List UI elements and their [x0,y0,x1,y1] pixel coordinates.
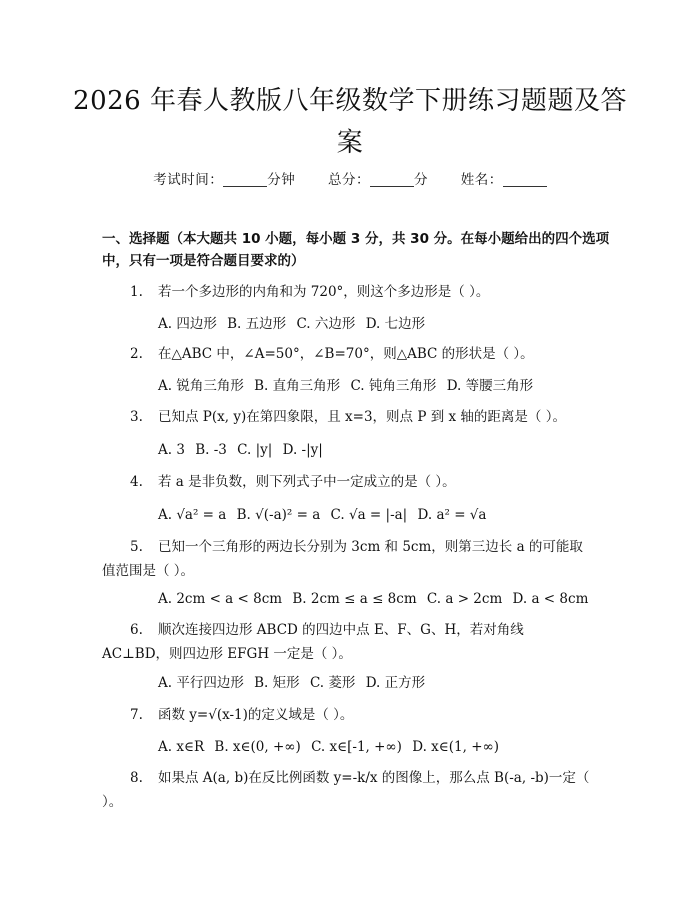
option-d[interactable]: D. x∈(1, +∞) [412,739,500,755]
exam-score [328,168,428,188]
option-d[interactable]: D. 等腰三角形 [446,378,534,394]
question-3 [102,405,590,429]
question-2 [102,342,590,366]
option-c[interactable]: C. 菱形 [309,675,356,691]
option-a[interactable]: A. 平行四边形 [158,675,244,691]
option-a[interactable]: A. √a² = a [158,507,227,523]
options-5 [158,589,628,609]
options-6 [158,673,628,693]
option-b[interactable]: B. 直角三角形 [254,378,341,394]
time-blank[interactable] [223,186,267,187]
name-label: 姓名： [460,172,503,188]
option-c[interactable]: C. a > 2cm [426,591,503,607]
section-title: 一、选择题（本大题共 10 小题，每小题 3 分，共 30 分。在每小题给出的四个选项中，只有一项是符合题目要求的） [102,231,610,269]
question-text: 如果点 A(a, b)在反比例函数 y=-k/x 的图像上，那么点 B(-a, -b)一定（ ）。 [102,770,590,810]
option-b[interactable]: B. 2cm ≤ a ≤ 8cm [292,591,417,607]
option-c[interactable]: C. 六边形 [296,316,356,332]
option-b[interactable]: B. √(-a)² = a [236,507,321,523]
exam-time [153,168,295,188]
question-number: 3. [130,409,143,425]
question-number: 1. [130,284,143,300]
question-text: 顺次连接四边形 ABCD 的四边中点 E、F、G、H，若对角线 AC⊥BD，则四边形 EFGH 一定是（ ）。 [102,622,524,662]
question-number: 8. [130,770,143,786]
question-text: 在△ABC 中，∠A=50°，∠B=70°，则△ABC 的形状是（ ）。 [158,346,534,362]
question-1 [102,280,590,304]
time-unit: 分钟 [267,172,296,188]
question-text: 若一个多边形的内角和为 720°，则这个多边形是（ ）。 [158,284,490,300]
option-d[interactable]: D. a² = √a [417,507,487,523]
question-5 [102,535,590,583]
option-a[interactable]: A. 3 [158,442,185,458]
option-a[interactable]: A. 锐角三角形 [158,378,244,394]
score-label: 总分： [328,172,370,188]
options-4 [158,505,628,525]
option-b[interactable]: B. x∈(0, +∞) [214,739,301,755]
page-title: 2026 年春人教版八年级数学下册练习题题及答案 [73,86,627,158]
question-8 [102,766,590,814]
options-3 [158,440,628,460]
question-number: 5. [130,539,143,555]
question-text: 函数 y=√(x-1)的定义域是（ ）。 [158,707,354,723]
option-a[interactable]: A. 2cm < a < 8cm [158,591,283,607]
score-unit: 分 [414,172,428,188]
time-label: 考试时间： [153,172,224,188]
option-c[interactable]: C. √a = |-a| [330,507,408,523]
question-number: 6. [130,622,143,638]
exam-name [461,168,547,188]
options-1 [158,314,628,334]
question-text: 若 a 是非负数，则下列式子中一定成立的是（ ）。 [158,474,456,490]
question-number: 4. [130,474,143,490]
question-6 [102,618,590,666]
options-7 [158,737,628,757]
option-d[interactable]: D. a < 8cm [512,591,589,607]
options-2 [158,376,628,396]
question-text: 已知点 P(x, y)在第四象限，且 x=3，则点 P 到 x 轴的距离是（ ）。 [158,409,566,425]
question-number: 2. [130,346,143,362]
option-a[interactable]: A. x∈R [158,739,205,755]
option-b[interactable]: B. 矩形 [254,675,300,691]
option-c[interactable]: C. x∈[-1, +∞) [311,739,402,755]
question-text: 已知一个三角形的两边长分别为 3cm 和 5cm，则第三边长 a 的可能取值范围是（ ）。 [102,539,583,579]
score-blank[interactable] [370,186,414,187]
option-b[interactable]: B. 五边形 [227,316,287,332]
option-d[interactable]: D. -|y| [282,442,323,458]
option-d[interactable]: D. 正方形 [365,675,426,691]
option-c[interactable]: C. 钝角三角形 [350,378,437,394]
question-number: 7. [130,707,143,723]
name-blank[interactable] [503,186,547,187]
option-a[interactable]: A. 四边形 [158,316,217,332]
option-c[interactable]: C. |y| [237,442,273,458]
question-4 [102,470,590,494]
option-b[interactable]: B. -3 [195,442,227,458]
exam-meta [0,168,700,188]
option-d[interactable]: D. 七边形 [365,316,426,332]
question-7 [102,703,590,727]
